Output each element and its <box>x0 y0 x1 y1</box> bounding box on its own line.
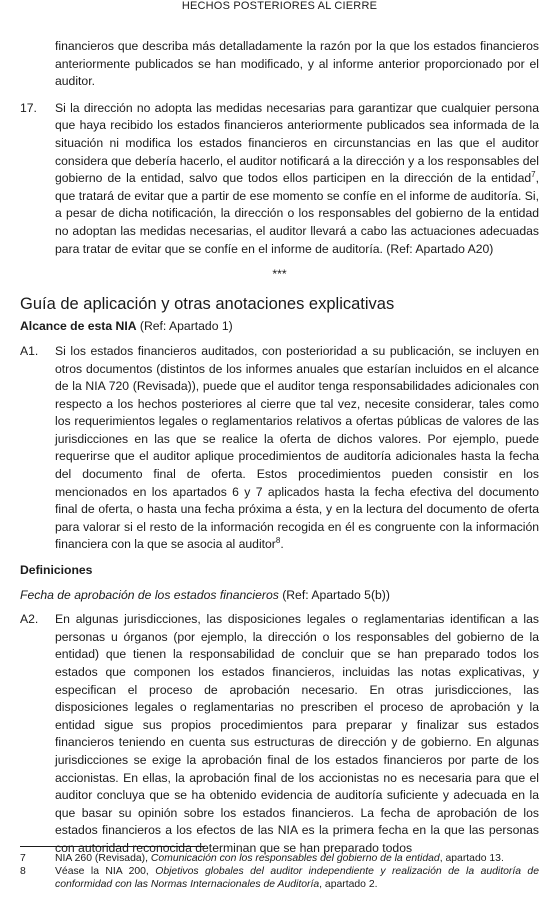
paragraph-number: A1. <box>20 343 39 358</box>
paragraph-a2 <box>20 611 539 857</box>
paragraph-number: 17. <box>20 100 37 115</box>
body-text <box>20 38 539 858</box>
footnote-7: 7 NIA 260 (Revisada), Comunicación con los responsables del gobierno de la entidad, apartado 13. <box>20 853 504 864</box>
paragraph-a1 <box>20 343 539 554</box>
footnote-ref-8[interactable]: 8 <box>275 536 281 546</box>
running-header: HECHOS POSTERIORES AL CIERRE <box>181 0 378 12</box>
paragraph-text: Si la dirección no adopta las medidas necesarias para garantizar que cualquier persona que haya recibido los estados financieros anteriormente publicados sea informada de la situación ni modifica los estados financieros en circunstancias en las que el auditor considera que debería hacerlo, el auditor notificará a la dirección y a los responsables del gobierno de la entidad, salvo que todos ellos participen en la dirección de la entidad$^7$, que tratará de evitar que a partir de ese momento se confíe en el informe de auditoría. Si, a pesar de dicha notificación, la dirección o los responsables del gobierno de la entidad no adoptan las medidas necesarias, el auditor llevará a cabo las actuaciones adecuadas para tratar de evitar que se confíe en el informe de auditoría. (Ref: Apartado A20) <box>55 100 539 256</box>
paragraph-text: Si los estados financieros auditados, con posterioridad a su publicación, se incluyen en otros documentos (distintos de los informes anuales que estarían incluidos en el alcance de la NIA 720 (Revisada)), puede que el auditor tenga responsabilidades adicionales con respecto a los hechos posteriores al cierre que tal vez, necesite considerar, tales como los requerimientos legales o reglamentarios relativos a ofertas públicas de valores de las jurisdicciones en las que se realice la oferta de dichos valores. Por ejemplo, puede requerirse que el auditor aplique procedimientos de auditoría adicionales hasta la fecha del documento final de oferta. Estos procedimientos pueden consistir en los mencionados en los apartados 6 y 7 aplicados hasta la fecha efectiva del documento final de oferta, o hasta una fecha próxima a ésta, y en la lectura del documento de oferta para valorar si el resto de la información recogida en él es congruente con la información financiera con la que se asocia al auditor$^8$. <box>55 343 539 552</box>
paragraph-text: En algunas jurisdicciones, las disposiciones legales o reglamentarias identifican a las personas u órganos (por ejemplo, la dirección o los responsables del gobierno de la entidad) que tienen la responsabilidad de concluir que se han preparado todos los estados que componen los estados financieros, incluidas las notas explicativas, y especifican el proceso de aprobación necesario. En otras jurisdicciones, las disposiciones legales o reglamentarias no prescriben el proceso de aprobación y la entidad sigue sus propios procedimientos para preparar y finalizar sus estados financieros teniendo en cuenta sus estructuras de dirección y de gobierno. En algunas jurisdicciones se exige la aprobación final de los estados financieros por parte de los accionistas. En ellas, la aprobación final de los accionistas no es necesaria para que el auditor concluya que se ha obtenido evidencia de auditoría suficiente y adecuada en la que basar su opinión sobre los estados financieros. La fecha de aprobación de los estados financieros a los efectos de las NIA es la primera fecha en la que las personas con autoridad reconocida determinan que se han preparado todos <box>55 612 539 855</box>
paragraph-number: A2. <box>20 612 39 627</box>
footnote-ref-7[interactable]: 7 <box>531 170 536 180</box>
footnote-8: 8 Véase la NIA 200, Objetivos globales del auditor independiente y realización de la auditoría de conformidad con las Normas Internacionales de Auditoría, apartado 2. <box>20 866 539 891</box>
section-title: Guía de aplicación y otras anotaciones explicativas <box>20 294 395 313</box>
footnote-divider <box>20 846 205 847</box>
paragraph-17 <box>20 100 539 258</box>
footnotes <box>20 852 539 892</box>
continued-paragraph: financieros que describa más detalladamente la razón por la que los estados financieros anteriormente publicados se han modificado, y al informe anterior proporcionado por el auditor. <box>55 39 539 89</box>
scope-heading: Alcance de esta NIA (Ref: Apartado 1) <box>20 319 233 334</box>
definition-subheading: Fecha de aprobación de los estados financieros (Ref: Apartado 5(b)) <box>20 587 390 602</box>
section-separator: *** <box>272 267 287 282</box>
definitions-heading: Definiciones <box>20 563 93 578</box>
